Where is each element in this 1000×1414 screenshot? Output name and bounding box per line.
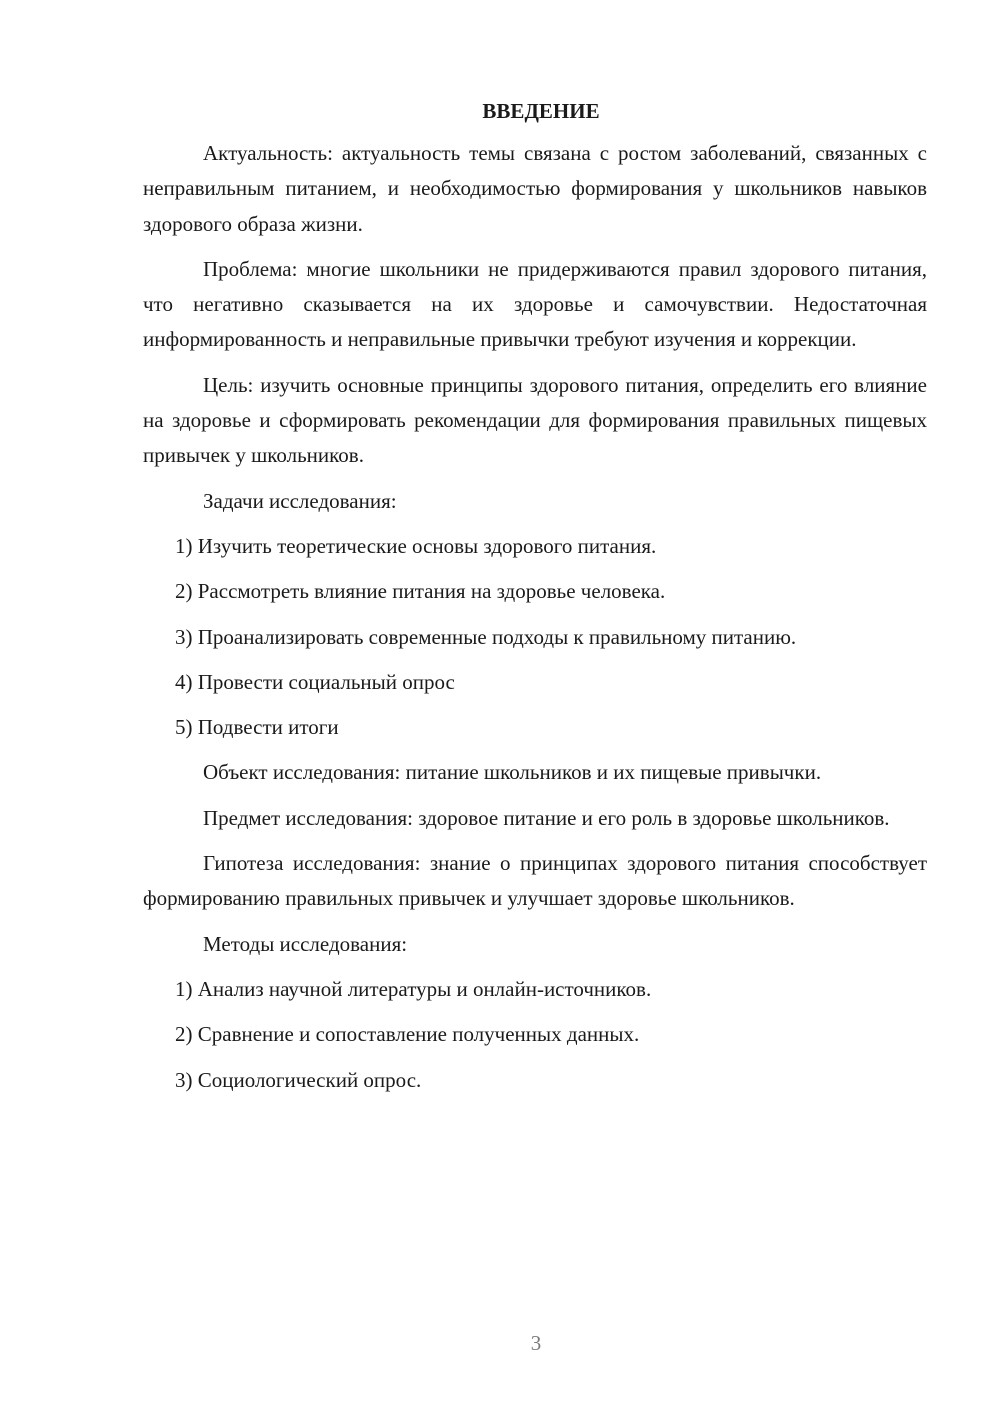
subject-paragraph: Предмет исследования: здоровое питание и его роль в здоровье школьников. — [203, 805, 890, 830]
method-item: 3) Социологический опрос. — [175, 1067, 422, 1092]
document-page — [143, 94, 927, 1108]
method-item: 2) Сравнение и сопоставление полученных данных. — [175, 1022, 640, 1047]
problem-paragraph: Проблема: многие школьники не придерживаются правил здорового питания, что негативно сказывается на их здоровье и самочувствии. Недостаточная информированность и неправильные привычки требуют изучения и коррекции. — [143, 256, 927, 352]
task-item: 4) Провести социальный опрос — [175, 669, 455, 694]
hypothesis-paragraph: Гипотеза исследования: знание о принципах здорового питания способствует формированию правильных привычек и улучшает здоровье школьников. — [143, 851, 927, 911]
method-item: 1) Анализ научной литературы и онлайн-источников. — [175, 976, 652, 1001]
object-paragraph: Объект исследования: питание школьников и их пищевые привычки. — [203, 760, 822, 785]
task-item: 2) Рассмотреть влияние питания на здоровье человека. — [175, 579, 666, 604]
methods-heading: Методы исследования: — [203, 931, 408, 956]
tasks-heading: Задачи исследования: — [203, 488, 397, 513]
task-item: 1) Изучить теоретические основы здорового питания. — [175, 533, 657, 558]
relevance-paragraph: Актуальность: актуальность темы связана с ростом заболеваний, связанных с неправильным питанием, и необходимостью формирования у школьников навыков здорового образа жизни. — [143, 141, 927, 236]
page-number: 3 — [530, 1331, 542, 1355]
task-item: 5) Подвести итоги — [175, 715, 339, 740]
goal-paragraph: Цель: изучить основные принципы здорового питания, определить его влияние на здоровье и сформировать рекомендации для формирования правильных пищевых привычек у школьников. — [143, 372, 927, 468]
task-item: 3) Проанализировать современные подходы к правильному питанию. — [175, 624, 797, 649]
page-title: ВВЕДЕНИЕ — [482, 99, 600, 123]
